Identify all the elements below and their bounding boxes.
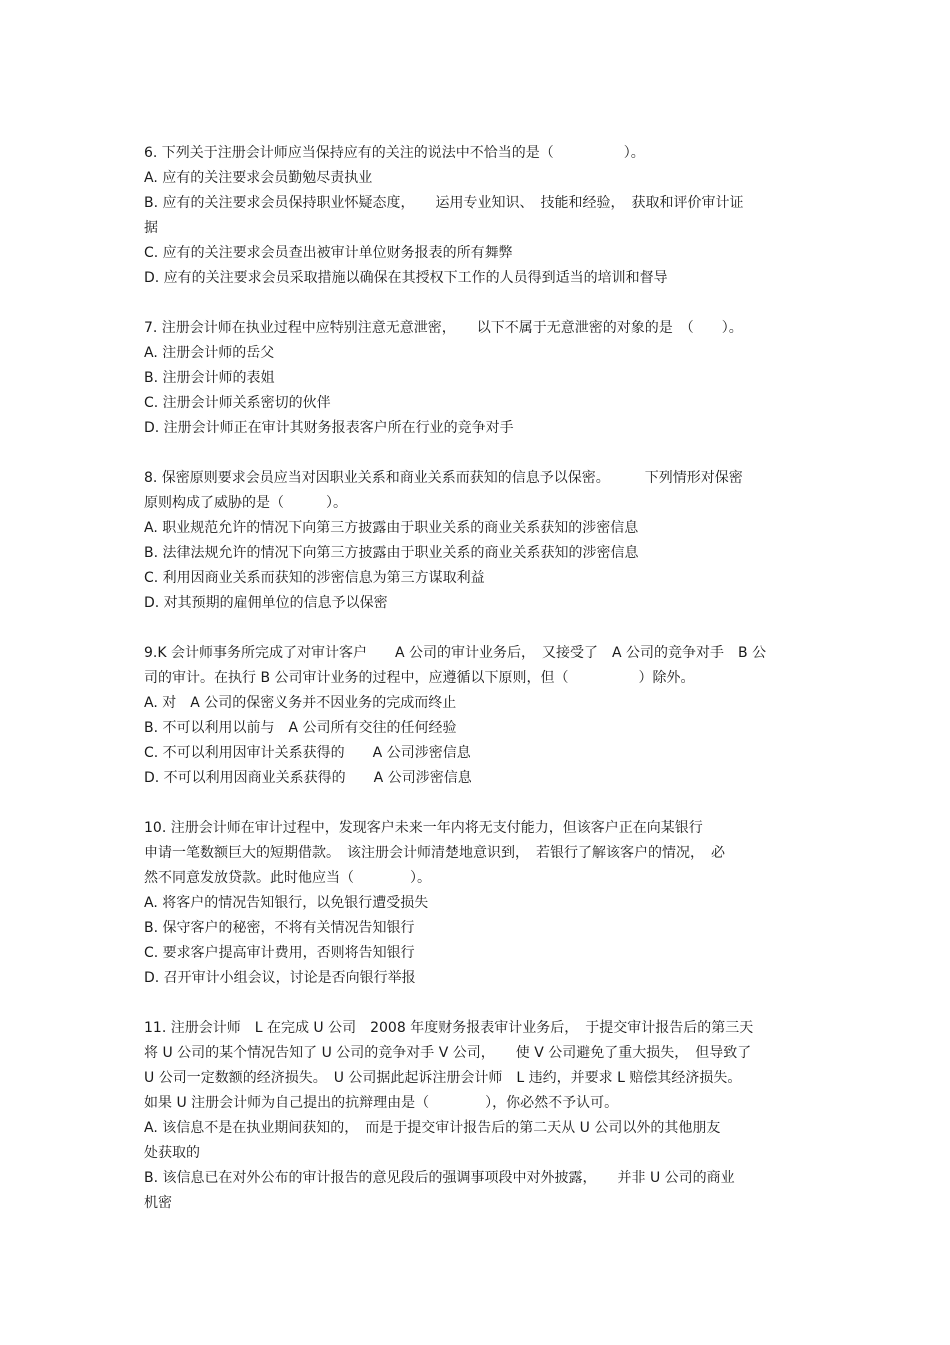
question-8-option-c: C. 利用因商业关系而获知的涉密信息为第三方谋取利益: [144, 570, 485, 586]
question-6-option-d: D. 应有的关注要求会员采取措施以确保在其授权下工作的人员得到适当的培训和督导: [144, 270, 668, 286]
question-10-option-d: D. 召开审计小组会议，讨论是否向银行举报: [144, 970, 416, 986]
question-6: [144, 141, 816, 291]
question-7-option-c: C. 注册会计师关系密切的伙伴: [144, 395, 331, 411]
question-9-stem: 9.K 会计师事务所完成了对审计客户 A 公司的审计业务后， 又接受了 A 公司的竞争对手 B 公: [144, 645, 767, 661]
question-7: [144, 316, 816, 441]
question-9-option-c: C. 不可以利用因审计关系获得的 A 公司涉密信息: [144, 745, 471, 761]
question-11-stem: 11. 注册会计师 L 在完成 U 公司 2008 年度财务报表审计业务后， 于提交审计报告后的第三天: [144, 1020, 754, 1036]
question-list: [144, 141, 816, 1241]
question-9: [144, 641, 816, 791]
question-10-option-a: A. 将客户的情况告知银行，以免银行遭受损失: [144, 895, 429, 911]
question-7-option-b: B. 注册会计师的表姐: [144, 370, 275, 386]
question-7-option-d: D. 注册会计师正在审计其财务报表客户所在行业的竞争对手: [144, 420, 514, 436]
question-6-option-c: C. 应有的关注要求会员查出被审计单位财务报表的所有舞弊: [144, 245, 513, 261]
question-10-stem: 10. 注册会计师在审计过程中，发现客户未来一年内将无支付能力，但该客户正在向某银行: [144, 820, 703, 836]
question-10-option-c: C. 要求客户提高审计费用，否则将告知银行: [144, 945, 415, 961]
question-6-option-b: B. 应有的关注要求会员保持职业怀疑态度， 运用专业知识、 技能和经验， 获取和评价审计证: [144, 195, 744, 211]
question-11: [144, 1016, 816, 1216]
question-10-option-b: B. 保守客户的秘密，不将有关情况告知银行: [144, 920, 415, 936]
question-7-stem: 7. 注册会计师在执业过程中应特别注意无意泄密， 以下不属于无意泄密的对象的是 （ ）。: [144, 320, 743, 336]
question-9-stem-continued: 司的审计。在执行 B 公司审计业务的过程中，应遵循以下原则，但（ ）除外。: [144, 670, 695, 686]
question-8-option-d: D. 对其预期的雇佣单位的信息予以保密: [144, 595, 388, 611]
question-8-option-b: B. 法律法规允许的情况下向第三方披露由于职业关系的商业关系获知的涉密信息: [144, 545, 639, 561]
question-10-stem-continued-1: 申请一笔数额巨大的短期借款。 该注册会计师清楚地意识到， 若银行了解该客户的情况， 必: [144, 845, 725, 861]
question-7-option-a: A. 注册会计师的岳父: [144, 345, 275, 361]
question-10: [144, 816, 816, 991]
question-6-option-a: A. 应有的关注要求会员勤勉尽责执业: [144, 170, 373, 186]
question-8: [144, 466, 816, 616]
question-6-stem: 6. 下列关于注册会计师应当保持应有的关注的说法中不恰当的是（ ）。: [144, 145, 645, 161]
question-11-stem-continued-2: U 公司一定数额的经济损失。 U 公司据此起诉注册会计师 L 违约，并要求 L 赔偿其经济损失。: [144, 1070, 742, 1086]
question-11-stem-continued-1: 将 U 公司的某个情况告知了 U 公司的竞争对手 V 公司， 使 V 公司避免了重大损失， 但导致了: [144, 1045, 752, 1061]
question-11-option-a: A. 该信息不是在执业期间获知的， 而是于提交审计报告后的第二天从 U 公司以外的其他朋友: [144, 1120, 721, 1136]
question-6-option-b-continued: 据: [144, 220, 158, 236]
question-8-stem-continued: 原则构成了威胁的是（ ）。: [144, 495, 347, 511]
question-8-option-a: A. 职业规范允许的情况下向第三方披露由于职业关系的商业关系获知的涉密信息: [144, 520, 639, 536]
question-9-option-d: D. 不可以利用因商业关系获得的 A 公司涉密信息: [144, 770, 472, 786]
question-10-stem-continued-2: 然不同意发放贷款。此时他应当（ ）。: [144, 870, 431, 886]
question-9-option-b: B. 不可以利用以前与 A 公司所有交往的任何经验: [144, 720, 457, 736]
question-9-option-a: A. 对 A 公司的保密义务并不因业务的完成而终止: [144, 695, 457, 711]
question-11-option-b: B. 该信息已在对外公布的审计报告的意见段后的强调事项段中对外披露， 并非 U 公司的商业: [144, 1170, 735, 1186]
question-11-option-a-continued: 处获取的: [144, 1145, 200, 1161]
question-11-stem-continued-3: 如果 U 注册会计师为自己提出的抗辩理由是（ ），你必然不予认可。: [144, 1095, 619, 1111]
question-8-stem: 8. 保密原则要求会员应当对因职业关系和商业关系而获知的信息予以保密。 下列情形对保密: [144, 470, 743, 486]
question-11-option-b-continued: 机密: [144, 1195, 172, 1211]
